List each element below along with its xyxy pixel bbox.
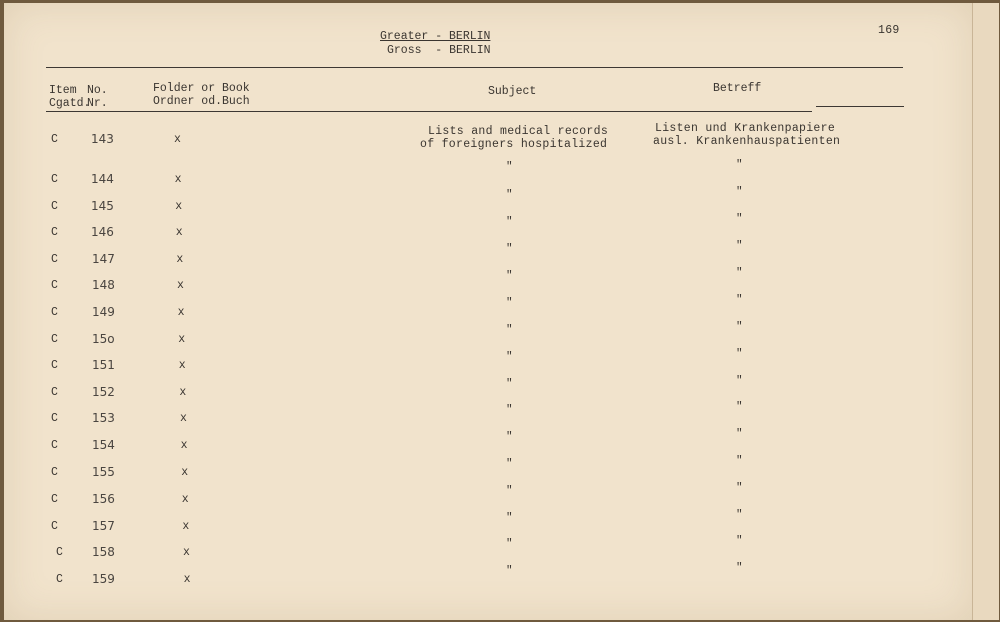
row-folder-mark: x [177, 306, 185, 319]
row-folder-mark: x [181, 493, 189, 506]
row-betreff-ditto: " [736, 240, 743, 252]
row-number: 148 [92, 278, 115, 292]
row-betreff-ditto: " [736, 186, 743, 198]
row-subject-ditto: " [506, 404, 513, 416]
row-number: 145 [91, 199, 114, 213]
column-header-folder-line1: Folder or Book [153, 82, 250, 95]
row-item-code: C [51, 359, 59, 372]
row-subject-ditto: " [506, 538, 513, 550]
header-top-rule [46, 67, 903, 68]
row-folder-mark: x [183, 573, 191, 586]
column-header-no [87, 84, 108, 110]
column-header-betreff: Betreff [713, 82, 762, 95]
row-subject-ditto: " [506, 324, 513, 336]
row-folder-mark: x [179, 386, 187, 399]
row-item-code: C [51, 520, 59, 533]
row-item-code: C [51, 200, 59, 213]
row-subject-ditto: " [506, 431, 513, 443]
row-folder-mark: x [175, 200, 183, 213]
row-item-code: C [51, 386, 59, 399]
row-betreff-ditto: " [736, 159, 743, 171]
column-header-item-line2: Cgatd. [49, 97, 91, 110]
row-subject-ditto: " [506, 565, 513, 577]
row-subject-ditto: " [506, 189, 513, 201]
row-item-code: C [51, 412, 59, 425]
row-betreff-ditto: " [736, 294, 743, 306]
row-subject-ditto: " [506, 351, 513, 363]
row-item-code: C [51, 493, 59, 506]
row-number: 151 [92, 358, 115, 372]
row-subject-ditto: " [506, 512, 513, 524]
row-subject-line1: Lists and medical records [428, 125, 609, 138]
column-header-no-line2: Nr. [87, 97, 108, 110]
row-item-code: C [51, 133, 59, 146]
row-number: 158 [92, 545, 115, 559]
document-subtitle: Gross - BERLIN [387, 44, 491, 57]
column-header-folder-line2: Ordner od.Buch [153, 95, 250, 108]
row-betreff-ditto: " [736, 455, 743, 467]
row-folder-mark: x [183, 546, 191, 559]
row-subject-ditto: " [506, 243, 513, 255]
row-folder-mark: x [175, 226, 183, 239]
column-header-folder [153, 82, 250, 108]
row-betreff-ditto: " [736, 375, 743, 387]
row-item-code: C [51, 439, 59, 452]
row-number: 143 [91, 132, 114, 146]
row-subject-ditto: " [506, 297, 513, 309]
page-number: 169 [878, 24, 900, 37]
row-number: 155 [92, 465, 115, 479]
row-folder-mark: x [181, 466, 189, 479]
column-header-subject: Subject [488, 85, 537, 98]
row-item-code: C [51, 173, 59, 186]
document-title: Greater - BERLIN [380, 30, 491, 43]
row-item-code: C [51, 226, 59, 239]
row-betreff-ditto: " [736, 482, 743, 494]
row-number: 154 [92, 438, 115, 452]
row-subject-ditto: " [506, 216, 513, 228]
row-number: 156 [92, 492, 115, 506]
row-folder-mark: x [178, 359, 186, 372]
row-number: 152 [92, 385, 115, 399]
row-betreff-ditto: " [736, 321, 743, 333]
row-item-code: C [51, 253, 59, 266]
row-item-code: C [56, 546, 64, 559]
row-subject-ditto: " [506, 378, 513, 390]
page-edge [972, 3, 999, 620]
row-number: 15o [92, 332, 115, 346]
row-number: 153 [92, 411, 115, 425]
row-folder-mark: x [182, 520, 190, 533]
row-folder-mark: x [174, 173, 182, 186]
row-number: 149 [92, 305, 115, 319]
row-betreff-ditto: " [736, 562, 743, 574]
row-number: 146 [91, 225, 114, 239]
row-folder-mark: x [180, 439, 188, 452]
header-bottom-rule [46, 111, 812, 112]
row-subject-ditto: " [506, 458, 513, 470]
row-betreff-ditto: " [736, 267, 743, 279]
row-number: 159 [92, 572, 115, 586]
row-folder-mark: x [177, 279, 185, 292]
header-bottom-rule-right [816, 106, 904, 107]
row-number: 144 [91, 172, 114, 186]
row-folder-mark: x [180, 412, 188, 425]
row-betreff-ditto: " [736, 213, 743, 225]
row-betreff-ditto: " [736, 535, 743, 547]
row-item-code: C [51, 306, 59, 319]
row-betreff-ditto: " [736, 428, 743, 440]
row-item-code: C [56, 573, 64, 586]
row-folder-mark: x [174, 133, 182, 146]
row-number: 157 [92, 519, 115, 533]
row-folder-mark: x [176, 253, 184, 266]
row-subject-ditto: " [506, 485, 513, 497]
row-betreff-line1: Listen und Krankenpapiere [655, 122, 836, 135]
column-header-item-line1: Item [49, 84, 77, 97]
row-item-code: C [51, 466, 59, 479]
row-betreff-ditto: " [736, 509, 743, 521]
row-betreff-line2: ausl. Krankenhauspatienten [653, 135, 841, 148]
column-header-item [49, 84, 90, 110]
row-folder-mark: x [178, 333, 186, 346]
row-item-code: C [51, 333, 59, 346]
row-subject-ditto: " [506, 161, 513, 173]
row-number: 147 [92, 252, 115, 266]
row-subject-line2: of foreigners hospitalized [420, 138, 608, 151]
column-header-no-line1: No. [87, 84, 108, 97]
row-betreff-ditto: " [736, 348, 743, 360]
row-subject-ditto: " [506, 270, 513, 282]
row-item-code: C [51, 279, 59, 292]
row-betreff-ditto: " [736, 401, 743, 413]
